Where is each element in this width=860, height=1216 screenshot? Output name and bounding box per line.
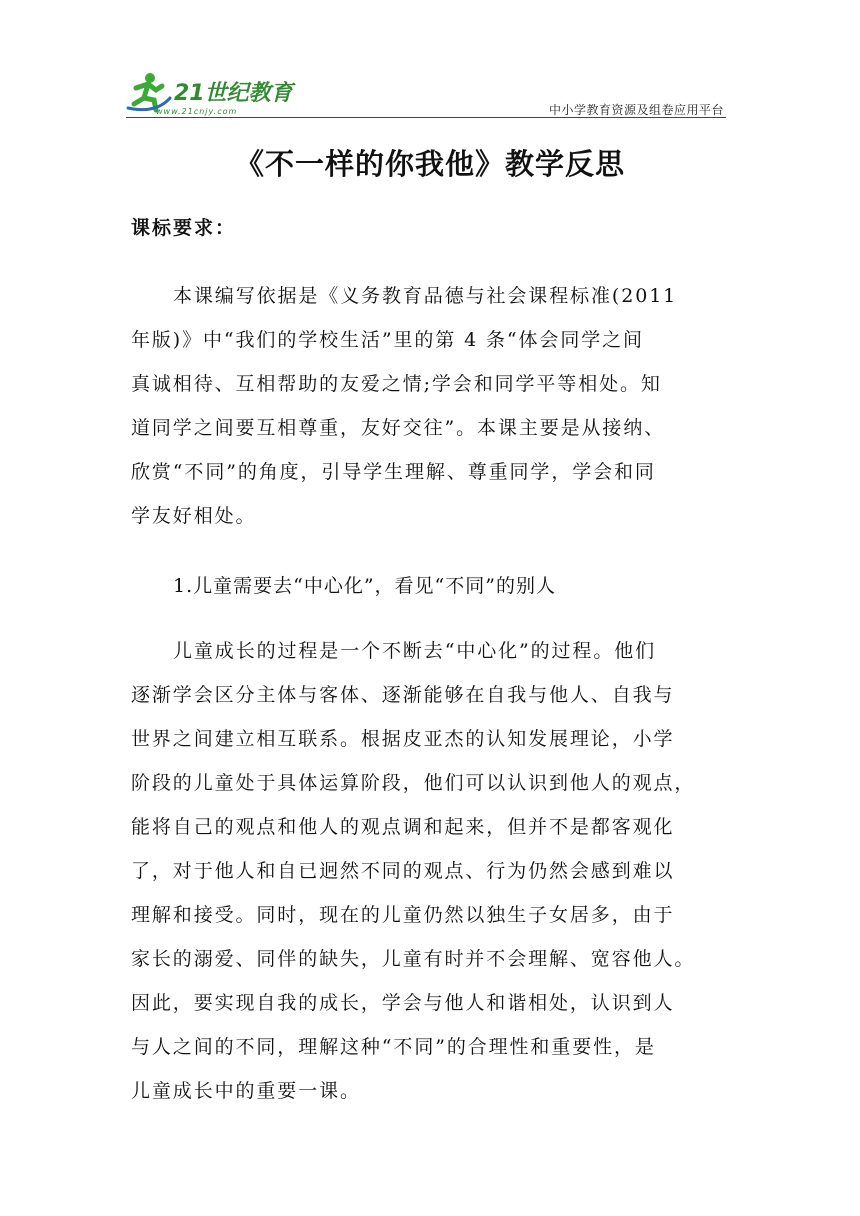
paragraph-line: 能将自己的观点和他人的观点调和起来，但并不是都客观化 [131,816,675,838]
paragraph-line: 本课编写依据是《义务教育品德与社会课程标准(2011 [173,285,678,307]
paragraph-line: 真诚相待、互相帮助的友爱之情;学会和同学平等相处。知 [131,373,662,395]
subheading: 1.儿童需要去“中心化”，看见“不同”的别人 [173,575,556,597]
paragraph-line: 儿童成长中的重要一课。 [131,1080,361,1102]
section-heading: 课标要求： [131,217,237,239]
logo [126,68,296,118]
paragraph-line: 家长的溺爱、同伴的缺失，儿童有时并不会理解、宽容他人。 [131,948,696,970]
paragraph-line: 了，对于他人和自已迥然不同的观点、行为仍然会感到难以 [131,860,675,882]
paragraph-line: 年版)》中“我们的学校生活”里的第 4 条“体会同学之间 [131,329,644,351]
paragraph-line: 欣赏“不同”的角度，引导学生理解、尊重同学，学会和同 [131,461,656,483]
paragraph-line: 世界之间建立相互联系。根据皮亚杰的认知发展理论，小学 [131,728,675,750]
logo-text: 21世纪教育 [174,81,293,106]
page-title: 《不一样的你我他》教学反思 [234,147,625,181]
paragraph-line: 因此，要实现自我的成长，学会与他人和谐相处，认识到人 [131,992,675,1014]
paragraph-line: 阶段的儿童处于具体运算阶段，他们可以认识到他人的观点， [131,772,696,794]
logo-url: www.21cnjy.com [156,107,238,116]
paragraph-line: 理解和接受。同时，现在的儿童仍然以独生子女居多，由于 [131,904,675,926]
paragraph-line: 逐渐学会区分主体与客体、逐渐能够在自我与他人、自我与 [131,684,675,706]
page-header [126,68,726,118]
paragraph-line: 与人之间的不同，理解这种“不同”的合理性和重要性，是 [131,1036,656,1058]
paragraph-line: 道同学之间要互相尊重，友好交往”。本课主要是从接纳、 [131,417,666,439]
paragraph-line: 学友好相处。 [131,505,257,527]
runner-logo-icon [126,68,296,118]
platform-label: 中小学教育资源及组卷应用平台 [548,103,724,117]
header-divider [126,117,726,118]
paragraph-line: 儿童成长的过程是一个不断去“中心化”的过程。他们 [173,640,657,662]
